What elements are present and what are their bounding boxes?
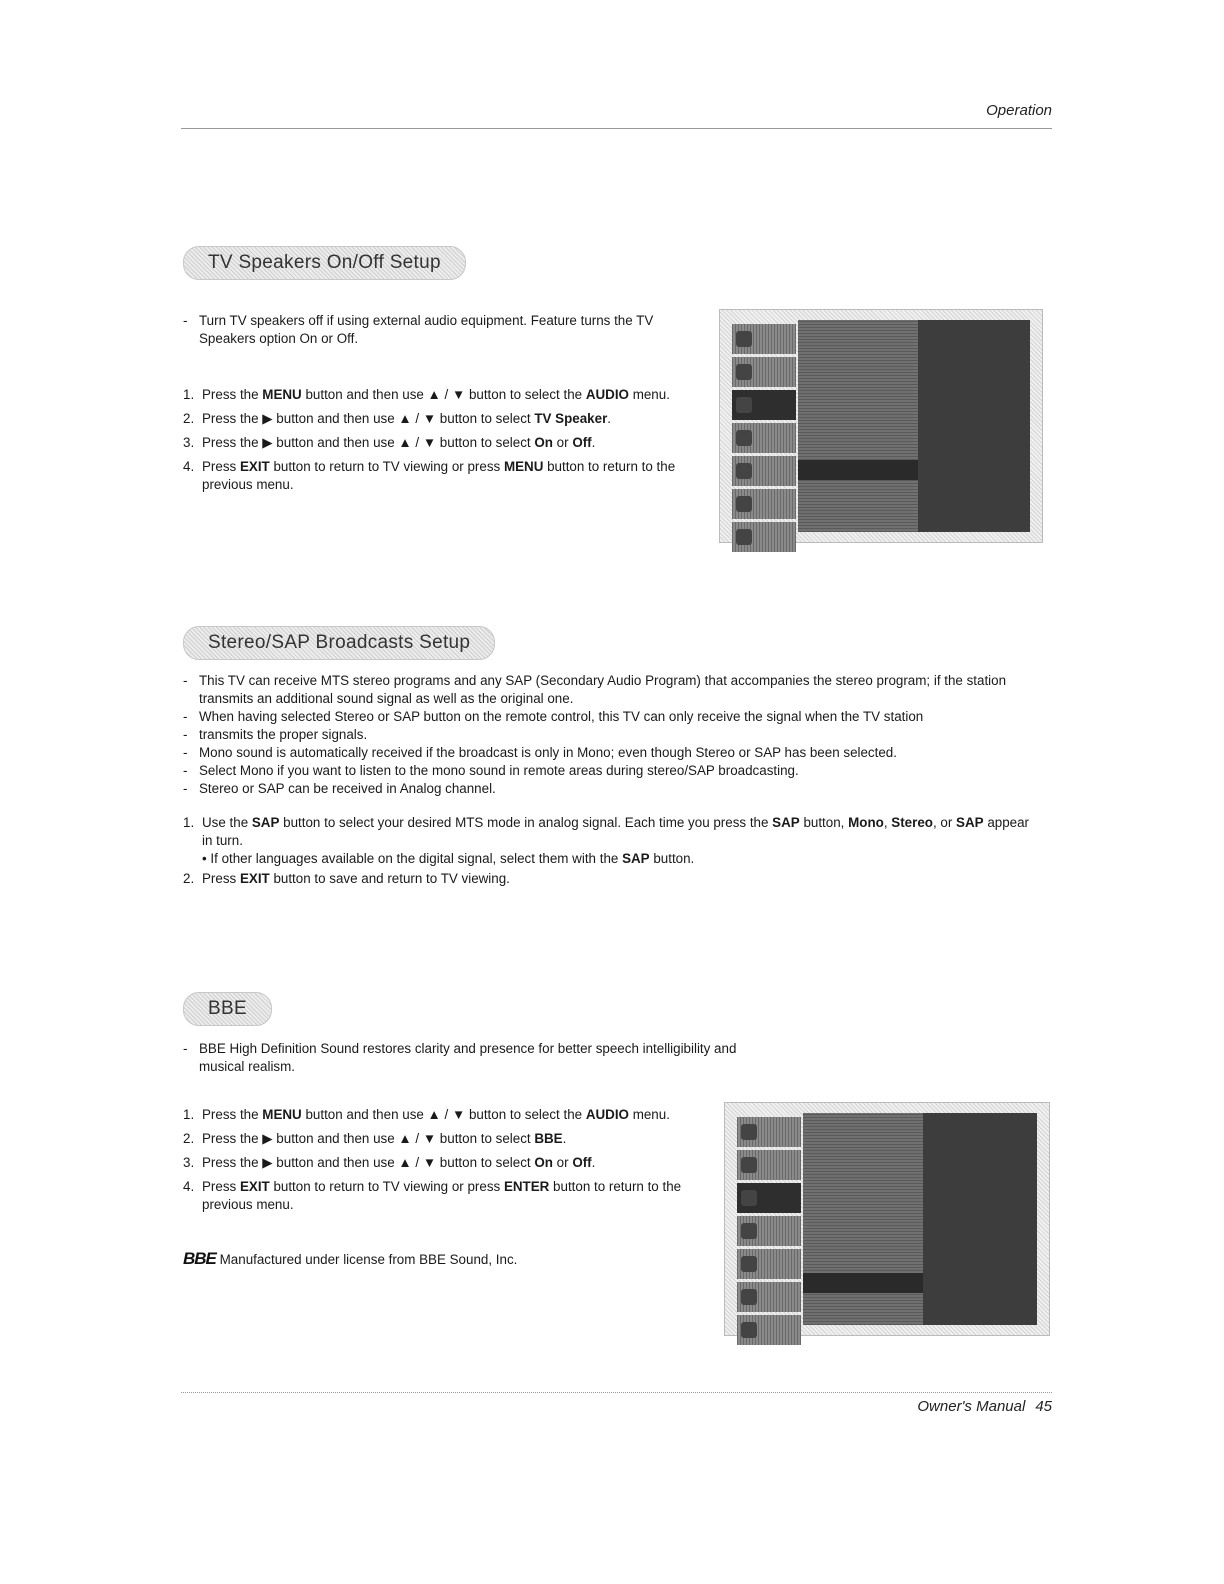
list-item: 3. Press the ▶ button and then use ▲ / ▼ button to select On or Off. [183,1155,596,1170]
list-item: 4. Press EXIT button to return to TV viewing or press ENTER button to return to the previous menu. [183,1179,682,1212]
tv-speakers-menu-screenshot [719,309,1043,543]
tv-speakers-title: TV Speakers On/Off Setup [183,246,466,280]
bbe-body [183,1040,737,1269]
list-item: - Turn TV speakers off if using external audio equipment. Feature turns the TV Speakers option On or Off. [183,312,703,348]
menu-category-column [732,324,796,534]
list-item: 2. Press the ▶ button and then use ▲ / ▼ button to select TV Speaker. [183,411,612,426]
bbe-title: BBE [183,992,272,1026]
menu-item-column [803,1113,923,1325]
menu-option-panel [923,1113,1037,1325]
list-item: - When having selected Stereo or SAP button on the remote control, this TV can only receive the signal when the TV station [183,708,1039,726]
cable-icon [732,522,796,552]
stereo-sap-steps [183,814,1039,888]
footer-rule [181,1392,1052,1393]
lock-icon [732,489,796,519]
stereo-sap-note: • If other languages available on the digital signal, select them with the SAP button. [202,851,695,866]
list-item: 1. Press the MENU button and then use ▲ / ▼ button to select the AUDIO menu. [183,1107,670,1122]
option-icon [737,1249,801,1279]
bbe-logo: BBE [183,1249,216,1268]
bbe-steps [183,1106,718,1214]
selected-menu-item [798,460,918,480]
stereo-sap-bullets [183,672,1039,798]
list-item: - Stereo or SAP can be received in Analog channel. [183,780,1039,798]
header-section-label: Operation [986,102,1052,119]
tv-speakers-steps [183,386,703,494]
video-icon [732,357,796,387]
bbe-intro [183,1040,783,1076]
lock-icon [737,1282,801,1312]
list-item: 4. Press EXIT button to return to TV viewing or press MENU button to return to the previous menu. [183,459,676,492]
list-item: - BBE High Definition Sound restores clarity and presence for better speech intelligibility and musical realism. [183,1040,783,1076]
time-icon [737,1216,801,1246]
selected-menu-item [803,1273,923,1293]
video-icon [737,1150,801,1180]
header-rule [181,128,1052,129]
stereo-sap-title: Stereo/SAP Broadcasts Setup [183,626,495,660]
list-item: 2. Press EXIT button to save and return to TV viewing. [183,871,510,886]
bbe-license-line [183,1250,718,1269]
tv-speakers-body [183,312,703,500]
list-item: 3. Press the ▶ button and then use ▲ / ▼ button to select On or Off. [183,435,596,450]
tv-speakers-intro [183,312,703,348]
page-number: 45 [1035,1398,1052,1415]
list-item: 2. Press the ▶ button and then use ▲ / ▼ button to select BBE. [183,1131,567,1146]
list-item: - This TV can receive MTS stereo programs and any SAP (Secondary Audio Program) that accompanies the stereo program; if the station transmits an additional sound signal as well as the original one. [183,672,1039,708]
list-item: - Mono sound is automatically received if the broadcast is only in Mono; even though Stereo or SAP has been selected. [183,744,1039,762]
time-icon [732,423,796,453]
list-item: - transmits the proper signals. [183,726,1039,744]
menu-category-column [737,1117,801,1327]
stereo-sap-body [183,672,1039,890]
menu-item-column [798,320,918,532]
list-item: 1. Press the MENU button and then use ▲ / ▼ button to select the AUDIO menu. [183,387,670,402]
bbe-menu-screenshot [724,1102,1050,1336]
footer [917,1398,1052,1415]
setup-icon [737,1117,801,1147]
list-item: - Select Mono if you want to listen to the mono sound in remote areas during stereo/SAP broadcasting. [183,762,1039,780]
audio-icon [732,390,796,420]
menu-option-panel [918,320,1030,532]
audio-icon [737,1183,801,1213]
cable-icon [737,1315,801,1345]
list-item: 1. Use the SAP button to select your desired MTS mode in analog signal. Each time you press the SAP button, Mono, Stereo, or SAP appear in turn. • If other languages available on the digital signal, select them with the SAP button. [183,814,1039,868]
footer-manual-label: Owner's Manual [917,1398,1026,1415]
bbe-license-text: Manufactured under license from BBE Sound, Inc. [219,1252,518,1267]
setup-icon [732,324,796,354]
option-icon [732,456,796,486]
